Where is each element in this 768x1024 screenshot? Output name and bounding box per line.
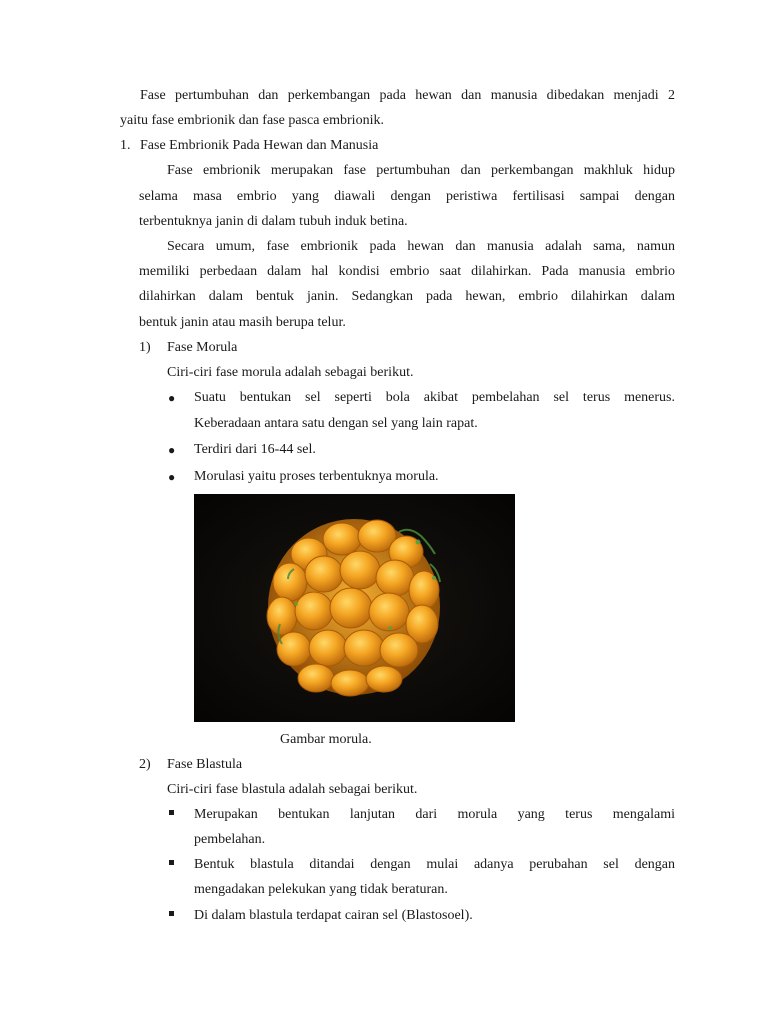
morula-illustration: [194, 494, 515, 722]
section-1-para-2-line-1: Secara umum, fase embrionik pada hewan dan manusia adalah sama, namun: [167, 239, 675, 254]
blastula-bullet-1-line-2: pembelahan.: [194, 832, 266, 847]
bullet-icon: ●: [168, 443, 176, 457]
intro-line-1: Fase pertumbuhan dan perkembangan pada hewan dan manusia dibedakan menjadi 2: [140, 88, 675, 103]
section-1-para-1-line-3: terbentuknya janin di dalam tubuh induk betina.: [139, 214, 408, 229]
section-1-para-2-line-4: bentuk janin atau masih berupa telur.: [139, 315, 346, 330]
section-1-para-1-line-2: selama masa embrio yang diawali dengan peristiwa fertilisasi sampai dengan: [139, 189, 675, 204]
blastula-title: Fase Blastula: [167, 757, 243, 772]
morula-bullet-3: Morulasi yaitu proses terbentuknya morula.: [194, 469, 439, 484]
morula-bullet-2: Terdiri dari 16-44 sel.: [194, 442, 316, 457]
blastula-bullet-1-line-1: Merupakan bentukan lanjutan dari morula yang terus mengalami: [194, 807, 675, 822]
blastula-bullet-2-line-1: Bentuk blastula ditandai dengan mulai adanya perubahan sel dengan: [194, 857, 675, 872]
section-1-heading: Fase Embrionik Pada Hewan dan Manusia: [140, 138, 379, 153]
morula-caption: Gambar morula.: [280, 732, 372, 747]
morula-intro: Ciri-ciri fase morula adalah sebagai berikut.: [167, 365, 414, 380]
morula-bullet-1-line-1: Suatu bentukan sel seperti bola akibat pembelahan sel terus menerus.: [194, 390, 675, 405]
morula-image: [194, 494, 515, 722]
morula-number: 1): [139, 340, 151, 355]
intro-line-2: yaitu fase embrionik dan fase pasca embrionik.: [120, 113, 384, 128]
morula-bullet-1-line-2: Keberadaan antara satu dengan sel yang lain rapat.: [194, 416, 478, 431]
section-1-para-2-line-3: dilahirkan dalam bentuk janin. Sedangkan pada hewan, embrio dilahirkan dalam: [139, 289, 675, 304]
bullet-icon: ●: [168, 391, 176, 405]
blastula-intro: Ciri-ciri fase blastula adalah sebagai berikut.: [167, 782, 418, 797]
section-1-para-1-line-1: Fase embrionik merupakan fase pertumbuhan dan perkembangan makhluk hidup: [167, 163, 675, 178]
square-bullet-icon: [169, 860, 174, 865]
bullet-icon: ●: [168, 470, 176, 484]
blastula-number: 2): [139, 757, 151, 772]
section-1-para-2-line-2: memiliki perbedaan dalam hal kondisi embrio saat dilahirkan. Pada manusia embrio: [139, 264, 675, 279]
square-bullet-icon: [169, 810, 174, 815]
section-1-number: 1.: [120, 138, 131, 153]
blastula-bullet-2-line-2: mengadakan pelekukan yang tidak beraturan.: [194, 882, 448, 897]
morula-title: Fase Morula: [167, 340, 238, 355]
square-bullet-icon: [169, 911, 174, 916]
blastula-bullet-3: Di dalam blastula terdapat cairan sel (Blastosoel).: [194, 908, 473, 923]
